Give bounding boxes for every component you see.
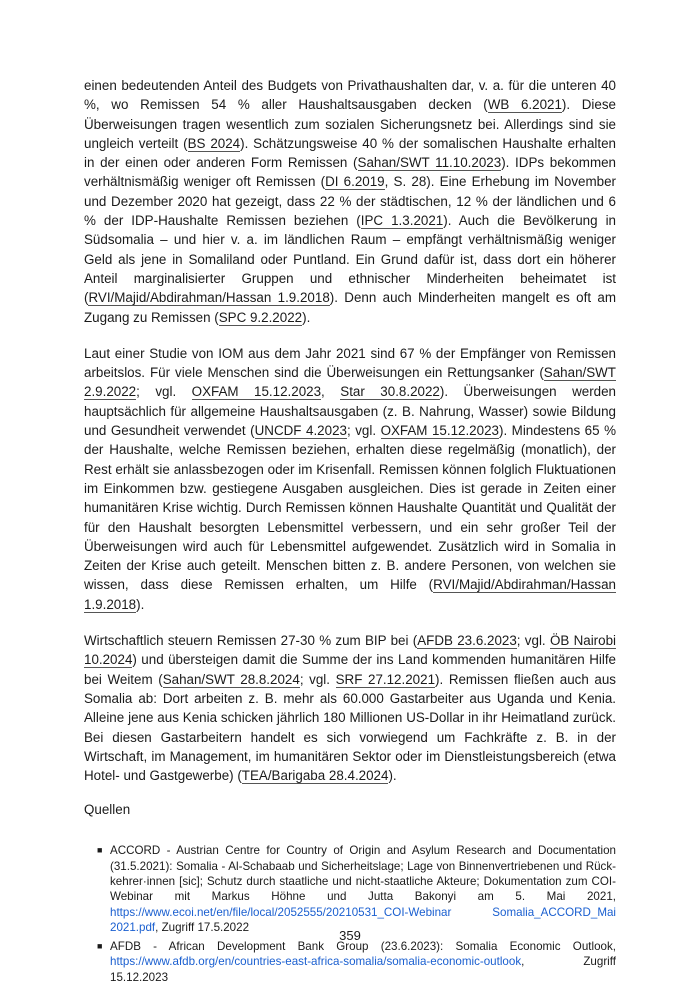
citation-link[interactable]: TEA/Barigaba 28.4.2024 xyxy=(241,768,389,784)
source-item xyxy=(98,843,616,935)
citation-link[interactable]: Star 30.8.2022 xyxy=(340,384,440,400)
paragraph-text: ; vgl. xyxy=(299,671,336,687)
citation-link[interactable]: IPC 1.3.2021 xyxy=(360,213,444,229)
paragraph xyxy=(84,76,616,327)
paragraph-text: ). Remissen fließen auch aus Somalia ab: Dort arbeiten z. B. mehr als 60.000 Gastarbeiter aus Uganda und Kenia. Alleine jene aus Kenia schicken jährlich 180 Millionen US-Dollar in ihr Heimatland zurück. Bei diesen Gastarbeitern handelt es sich vorwiegend um Fachkräfte z. B. in der Wirtschaft, im Management, im humanitären Sektor oder im Dienstleistungsbereich (etwa Hotel- und Gastgewerbe) ( xyxy=(84,671,616,784)
citation-link[interactable]: Sahan/SWT 2.9.2022 xyxy=(84,365,616,400)
paragraph-text: , xyxy=(321,384,341,400)
citation-link[interactable]: RVI/Majid/Abdirahman/Hassan 1.9.2018 xyxy=(88,290,330,306)
citation-link[interactable]: Sahan/SWT 11.10.2023 xyxy=(357,155,502,171)
paragraph-text: ). xyxy=(136,596,145,612)
paragraph xyxy=(84,631,616,785)
paragraph-text: ; vgl. xyxy=(136,384,192,400)
citation-link[interactable]: SPC 9.2.2022 xyxy=(218,309,303,325)
paragraph-text: Laut einer Studie von IOM aus dem Jahr 2021 sind 67 % der Empfänger von Remissen arbeitslos. Für viele Menschen sind die Überweisungen ein Rettungsanker ( xyxy=(84,345,616,381)
citation-link[interactable]: DI 6.2019 xyxy=(325,174,385,190)
citation-link[interactable]: Sahan/SWT 28.8.2024 xyxy=(162,671,300,687)
paragraph-text: ). Überweisungen werden hauptsächlich für allgemeine Haushaltsausgaben (z. B. Nahrung, Wasser) sowie Bildung und Gesundheit verwendet ( xyxy=(84,384,617,439)
paragraph-text: ). Diese Überweisungen tragen wesentlich zum sozialen Sicherungsnetz bei. Allerdings sind sie ungleich verteilt ( xyxy=(84,97,617,151)
paragraph xyxy=(84,344,616,614)
citation-link[interactable]: RVI/Majid/Abdirahman/Hassan 1.9.2018 xyxy=(84,577,616,612)
paragraph-text: ). Denn auch Minderheiten mangelt es oft am Zugang zu Remissen ( xyxy=(84,290,616,325)
source-text: ACCORD - Austrian Centre for Country of Origin and Asylum Research and Documentation (31.5.2021): Somalia - Al-Schabaab und Sicherheitslage; Lage von Binnenvertriebenen und Rückkehrer·innen [sic]; Schutz durch staatliche und nicht-staatliche Akteure; Dokumentation zum COI-Webinar mit Markus Höhne und Jutta Bakonyi am 5. Mai 2021, xyxy=(110,844,616,904)
citation-link[interactable]: OXFAM 15.12.2023 xyxy=(191,384,322,400)
paragraph-text: ). xyxy=(302,309,311,325)
paragraph-text: ). Schätzungsweise 40 % der somalischen Haushalte erhalten in der einen oder anderen Form Remissen ( xyxy=(84,135,616,171)
source-item xyxy=(98,939,616,985)
paragraph-text: , S. 28). Eine Erhebung im November und Dezember 2020 hat gezeigt, dass 22 % der städtischen, 12 % der ländlichen und 6 % der IDP-Haushalte Remissen beziehen ( xyxy=(84,174,616,229)
paragraph-text: ). Auch die Bevölkerung in Südsomalia – und hier v. a. im ländlichen Raum – empfängt verhältnismäßig weniger Geld als jene in Somaliland oder Puntland. Ein Grund dafür ist, dass dort ein höherer Anteil marginalisierter Gruppen und ethnischer Minderheiten beheimatet ist ( xyxy=(84,213,616,306)
citation-link[interactable]: AFDB 23.6.2023 xyxy=(417,633,517,649)
source-url-link[interactable]: https://www.afdb.org/en/countries-east-africa-somalia/somalia-economic-outlook xyxy=(110,955,522,969)
citation-link[interactable]: SRF 27.12.2021 xyxy=(335,671,436,687)
paragraph-text: ) und übersteigen damit die Summe der ins Land kommenden humanitären Hilfe bei Weitem ( xyxy=(84,652,616,687)
citation-link[interactable]: OXFAM 15.12.2023 xyxy=(380,423,499,439)
citation-link[interactable]: ÖB Nairobi 10.2024 xyxy=(84,633,616,668)
source-access-date: , Zugriff 15.12.2023 xyxy=(110,955,616,984)
citation-link[interactable]: BS 2024 xyxy=(187,135,241,151)
document-page xyxy=(84,76,616,989)
citation-link[interactable]: UNCDF 4.2023 xyxy=(254,423,347,439)
paragraph-text: einen bedeutenden Anteil des Budgets von Privathaushalten dar, v. a. für die unteren 40 %, wo Remissen 54 % aller Haushaltsausgaben decken ( xyxy=(84,78,616,113)
body-text xyxy=(84,76,616,785)
paragraph-text: Wirtschaftlich steuern Remissen 27-30 % zum BIP bei ( xyxy=(84,633,418,649)
paragraph-text: ; vgl. xyxy=(346,423,381,439)
paragraph-text: ). Mindestens 65 % der Haushalte, welche Remissen beziehen, erhalten diese regelmäßig (monatlich), der Rest erhält sie anlassbezogen oder im Krisenfall. Remissen können folglich Fluktuationen im Einkommen bzw. gestiegene Ausgaben ausgleichen. Dies ist gerade in Zeiten einer humanitären Krise wichtig. Durch Remissen können Haushalte Quantität und Qualität der für den Haushalt besorgten Lebensmittel verbessern, und ein sehr großer Teil der Überweisungen wird auch für Lebensmittel aufgewendet. Zusätzlich wird in Somalia in Zeiten der Krise auch geteilt. Menschen bitten z. B. andere Personen, von welchen sie wissen, dass diese Remissen erhalten, um Hilfe ( xyxy=(84,423,616,593)
paragraph-text: ; vgl. xyxy=(516,633,550,649)
page-number: 359 xyxy=(339,928,361,943)
sources-list xyxy=(84,843,616,985)
sources-heading: Quellen xyxy=(84,802,131,818)
paragraph-text: ). xyxy=(388,768,397,784)
paragraph-text: ). IDPs bekommen verhältnismäßig weniger oft Remissen ( xyxy=(84,155,616,190)
source-text: AFDB - African Development Bank Group (23.6.2023): Somalia Economic Outlook, xyxy=(110,940,616,954)
source-access-date: , Zugriff 17.5.2022 xyxy=(155,920,250,934)
source-url-link[interactable]: https://www.ecoi.net/en/file/local/2052555/20210531_COI-Webinar Somalia_ACCORD_Mai 2021.pdf xyxy=(110,905,616,934)
citation-link[interactable]: WB 6.2021 xyxy=(487,97,562,113)
